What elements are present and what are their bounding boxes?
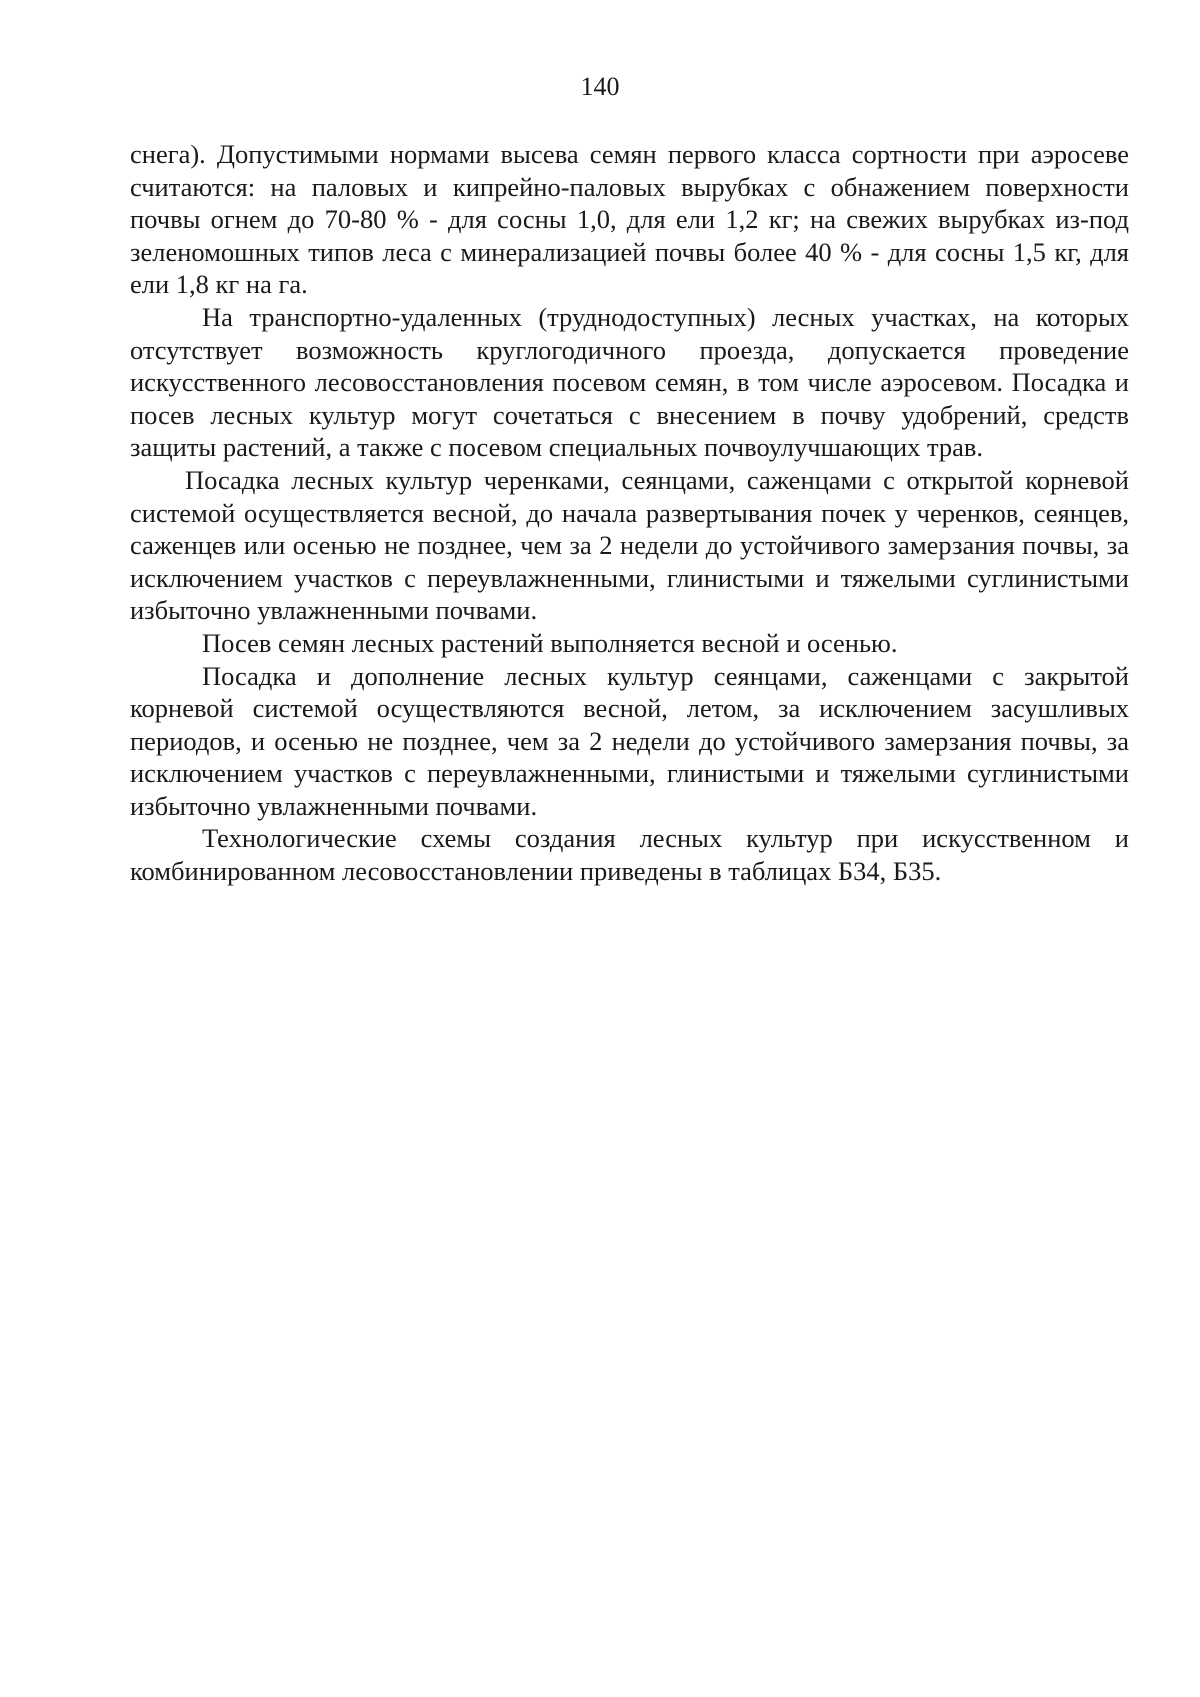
paragraph-seeding-norms: снега). Допустимыми нормами высева семян первого класса сортности при аэросеве считаются: на паловых и кипрейно-паловых вырубках с обнажением поверхности почвы огнем до 70-80 % - для сосны 1,0, для ели 1,2 кг; на свежих вырубках из-под зеленомошных типов леса с минерализацией почвы более 40 % - для сосны 1,5 кг, для ели 1,8 кг на га. [130,139,1129,300]
paragraph-remote-areas: На транспортно-удаленных (труднодоступных) лесных участках, на которых отсутствует возможность круглогодичного проезда, допускается проведение искусственного лесовосстановления посевом семян, в том числе аэросевом. Посадка и посев лесных культур могут сочетаться с внесением в почву удобрений, средств защиты растений, а также с посевом специальных почвоулучшающих трав. [130,301,1129,463]
page-number: 140 [580,72,620,101]
paragraph-closed-root-planting: Посадка и дополнение лесных культур сеянцами, саженцами с закрытой корневой системой осуществляются весной, летом, за исключением засушливых периодов, и осенью не позднее, чем за 2 недели до устойчивого замерзания почвы, за исключением участков с переувлажненными, глинистыми и тяжелыми суглинистыми избыточно увлажненными почвами. [130,660,1129,821]
paragraph-technological-schemes: Технологические схемы создания лесных культур при искусственном и комбинированном лесовосстановлении приведены в таблицах Б34, Б35. [130,823,1129,887]
paragraph-seed-sowing-season: Посев семян лесных растений выполняется весной и осенью. [202,627,898,658]
paragraph-open-root-planting: Посадка лесных культур черенками, сеянцами, саженцами с открытой корневой системой осуществляется весной, до начала развертывания почек у черенков, сеянцев, саженцев или осенью не позднее, чем за 2 недели до устойчивого замерзания почвы, за исключением участков с переувлажненными, глинистыми и тяжелыми суглинистыми избыточно увлажненными почвами. [130,464,1129,626]
body-text [130,138,1129,888]
